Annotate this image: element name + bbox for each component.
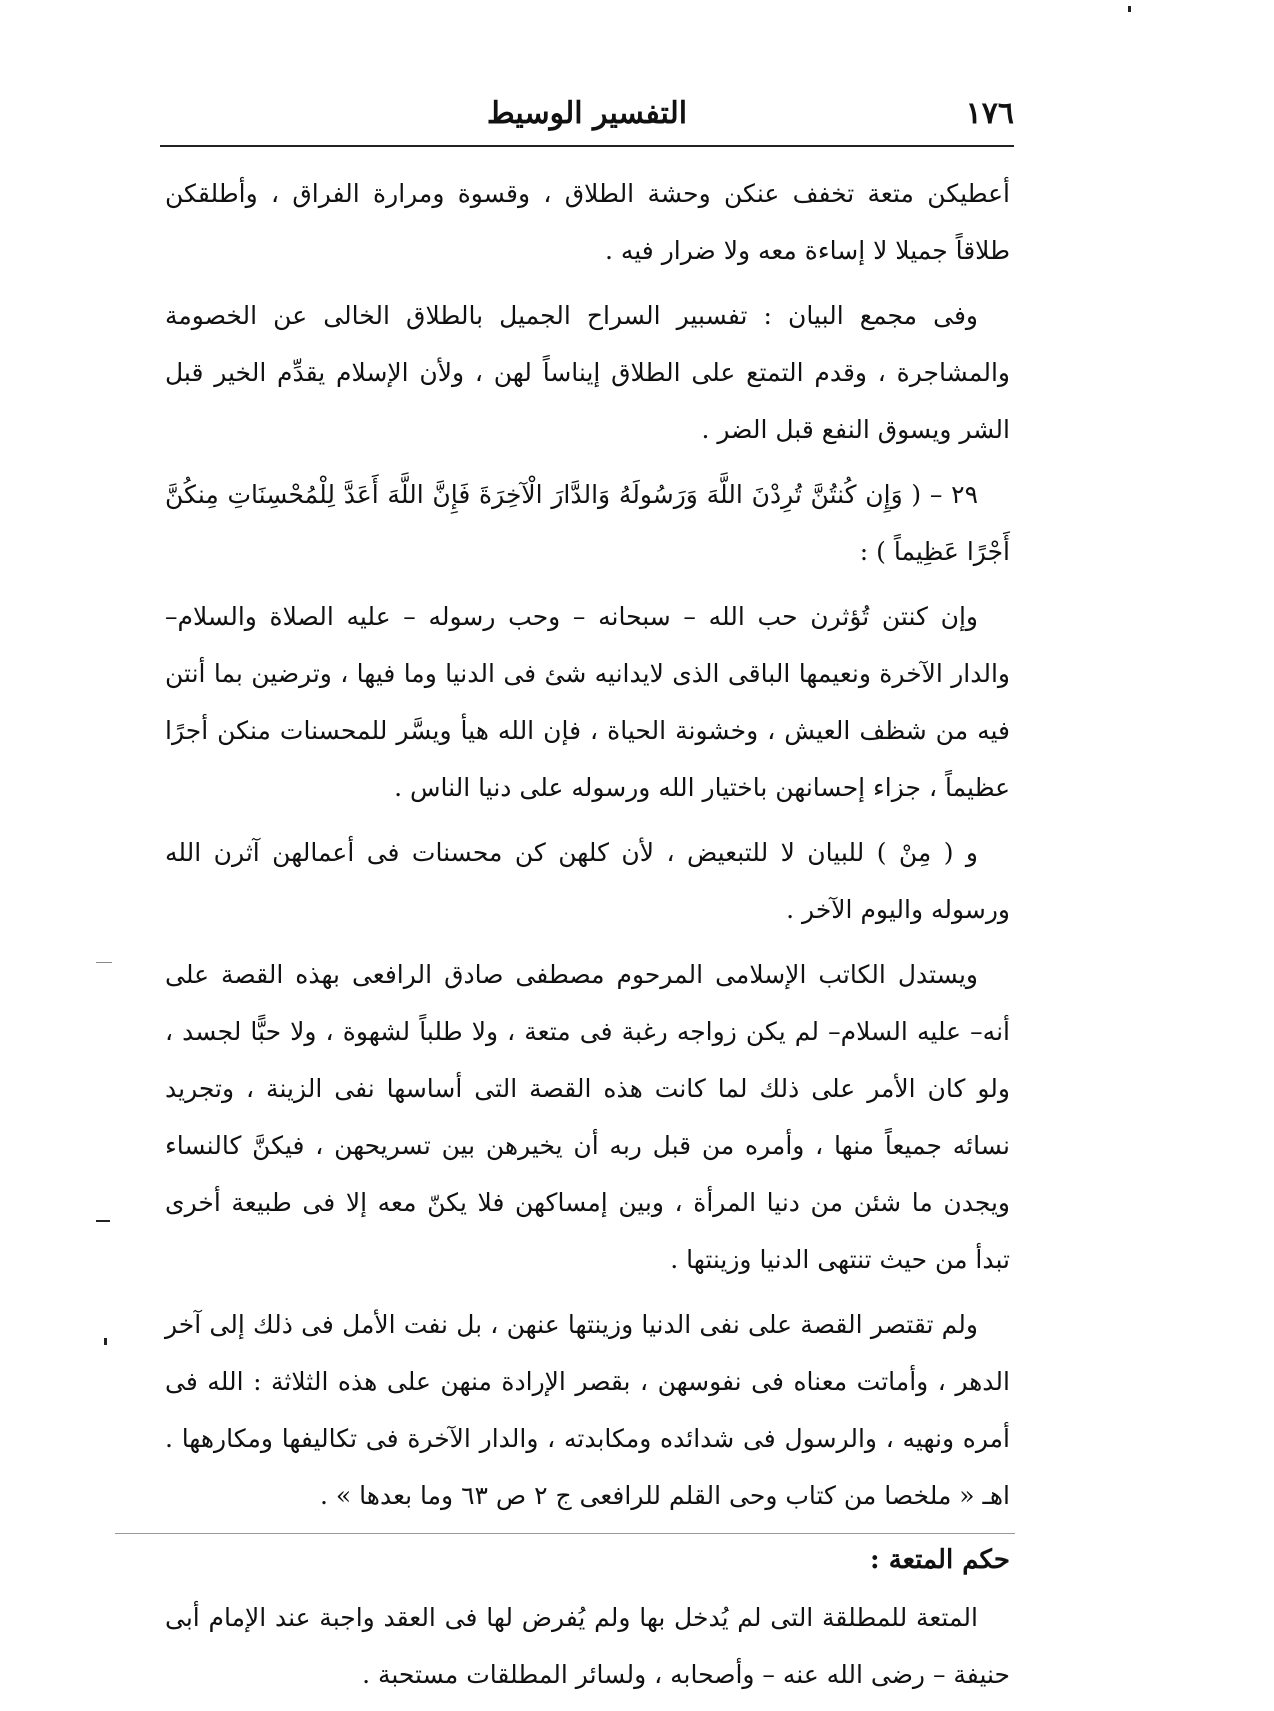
header-rule xyxy=(160,145,1014,147)
paragraph-min-note: و ( مِنْ ) للبيان لا للتبعيض ، لأن كلهن كن محسنات فى أعمالهن آثرن الله ورسوله واليوم الآخر . xyxy=(165,838,1010,924)
scan-speck xyxy=(104,1338,107,1345)
page-number: ١٧٦ xyxy=(965,96,1014,131)
page-header xyxy=(160,96,1014,140)
scan-speck xyxy=(1128,6,1131,12)
paragraph-mutah-ruling: المتعة للمطلقة التى لم يُدخل بها ولم يُفرض لها فى العقد واجبة عند الإمام أبى حنيفة – رضى الله عنه – وأصحابه ، ولسائر المطلقات مستحبة . xyxy=(165,1603,1010,1689)
body-text xyxy=(165,165,1010,1711)
paragraph-verse-29: ٢٩ – ( وَإِن كُنتُنَّ تُرِدْنَ اللَّهَ وَرَسُولَهُ وَالدَّارَ الْآخِرَةَ فَإِنَّ اللَّهَ أَعَدَّ لِلْمُحْسِنَاتِ مِنكُنَّ أَجْرًا عَظِيماً ) : xyxy=(165,480,1010,566)
scan-dash xyxy=(96,1220,110,1222)
paragraph-majma-al-bayan: وفى مجمع البيان : تفسبير السراح الجميل بالطلاق الخالى عن الخصومة والمشاجرة ، وقدم التمتع على الطلاق إيناساً لهن ، ولأن الإسلام يقدِّم الخير قبل الشر ويسوق النفع قبل الضر . xyxy=(165,301,1010,444)
scan-dash xyxy=(96,962,112,963)
running-title: التفسير الوسيط xyxy=(486,96,688,131)
paragraph-rafii-2: ولم تقتصر القصة على نفى الدنيا وزينتها عنهن ، بل نفت الأمل فى ذلك إلى آخر الدهر ، وأماتت معناه فى نفوسهن ، بقصر الإرادة منهن على هذه الثلاثة : الله فى أمره ونهيه ، والرسول فى شدائده ومكابدته ، والدار الآخرة فى تكاليفها ومكارهها . اهـ « ملخصا من كتاب وحى القلم للرافعى ج ٢ ص ٦٣ وما بعدها » . xyxy=(165,1310,1010,1510)
footer-rule xyxy=(115,1533,1015,1534)
paragraph-continuation: أعطيكن متعة تخفف عنكن وحشة الطلاق ، وقسوة ومرارة الفراق ، وأطلقكن طلاقاً جميلا لا إساءة معه ولا ضرار فيه . xyxy=(165,179,1010,265)
paragraph-rafii-1: ويستدل الكاتب الإسلامى المرحوم مصطفى صادق الرافعى بهذه القصة على أنه– عليه السلام– لم يكن زواجه رغبة فى متعة ، ولا طلباً لشهوة ، ولا حبًّا لجسد ، ولو كان الأمر على ذلك لما كانت هذه القصة التى أساسها نفى الزينة ، وتجريد نسائه جميعاً منها ، وأمره من قبل ربه أن يخيرهن بين تسريحهن ، فيكنَّ كالنساء ويجدن ما شئن من دنيا المرأة ، وبين إمساكهن فلا يكنّ معه إلا فى طبيعة أخرى تبدأ من حيث تنتهى الدنيا وزينتها . xyxy=(165,960,1010,1274)
paragraph-verse-explanation: وإن كنتن تُؤثرن حب الله – سبحانه – وحب رسوله – عليه الصلاة والسلام– والدار الآخرة ونعيمها الباقى الذى لايدانيه شئ فى الدنيا وما فيها ، وترضين بما أنتن فيه من شظف العيش ، وخشونة الحياة ، فإن الله هيأ ويسَّر للمحسنات منكن أجرًا عظيماً ، جزاء إحسانهن باختيار الله ورسوله على دنيا الناس . xyxy=(165,602,1010,802)
section-heading: حكم المتعة : xyxy=(870,1545,1010,1575)
